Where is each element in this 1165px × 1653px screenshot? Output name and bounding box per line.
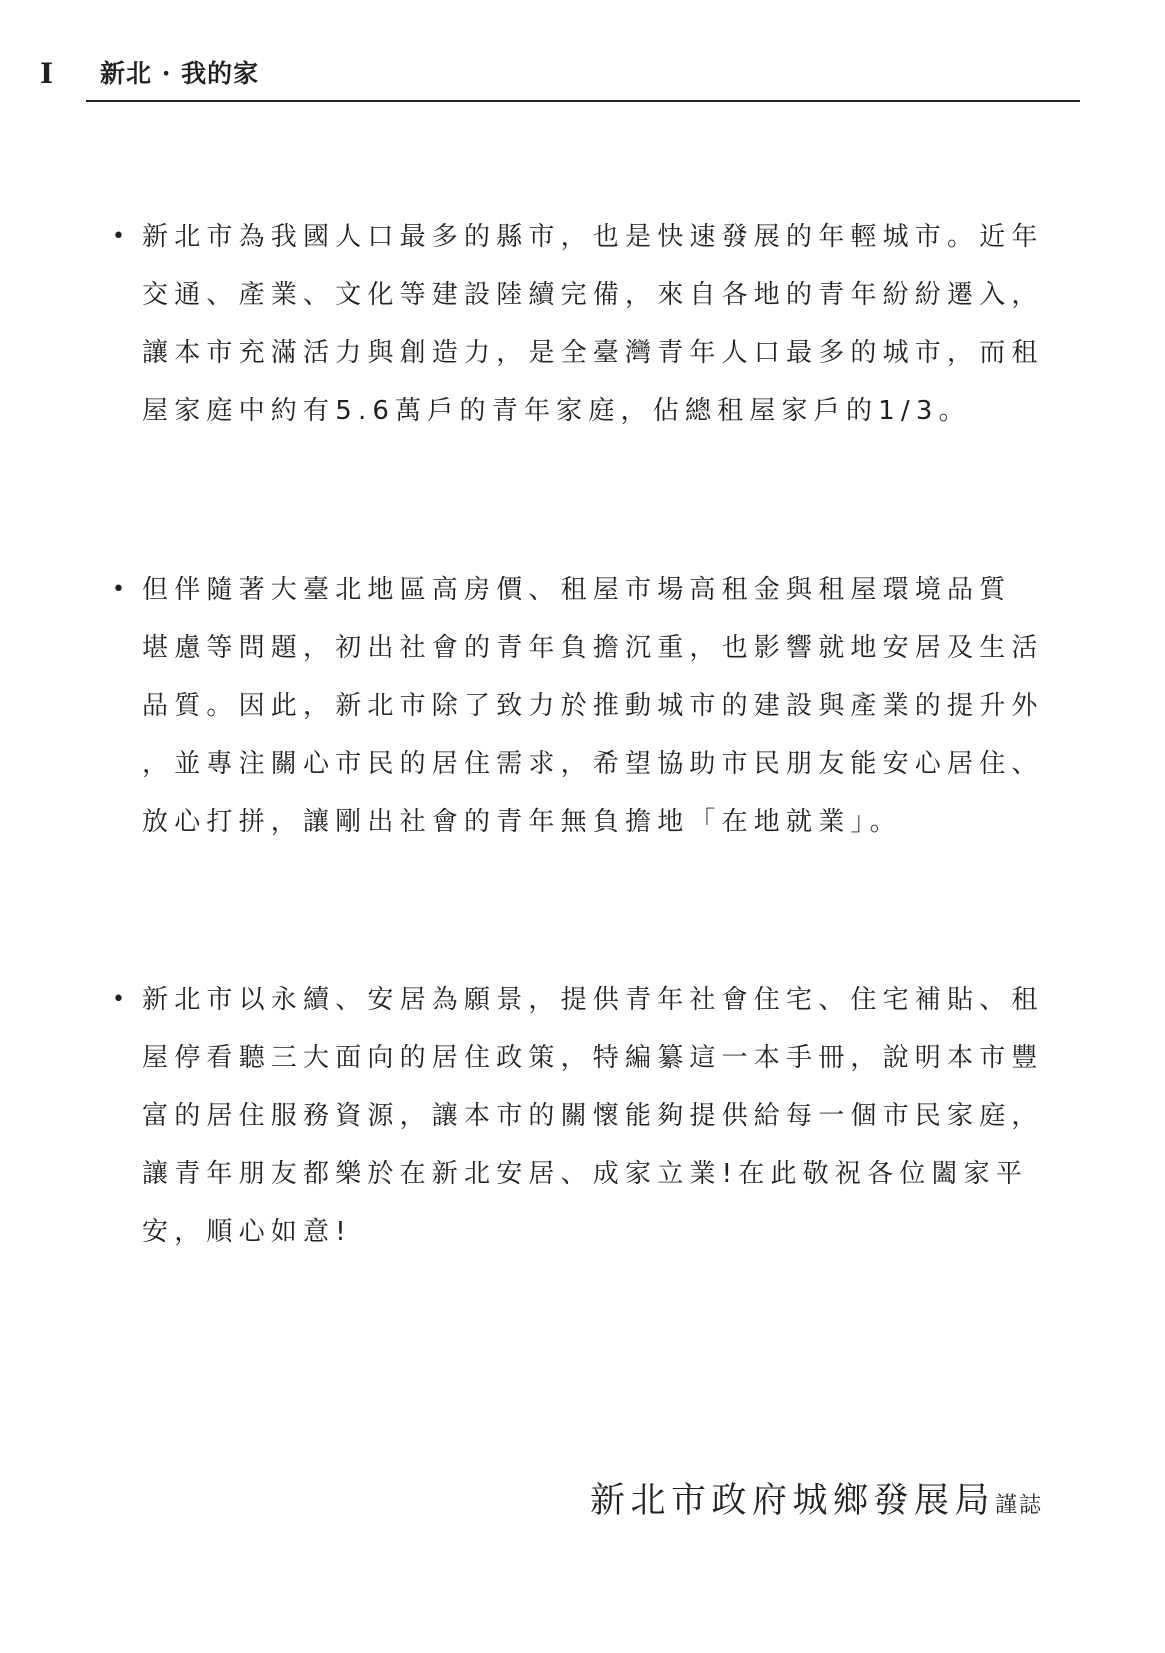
- paragraph-line: 但伴隨著大臺北地區高房價、租屋市場高租金與租屋環境品質: [142, 575, 1012, 605]
- section-numeral: I: [40, 57, 54, 90]
- paragraph-line: 交通、產業、文化等建設陸續完備，來自各地的青年紛紛遷入，: [142, 280, 1044, 310]
- signature: [590, 1476, 1043, 1531]
- bullet-point: •: [112, 577, 125, 602]
- page-header: [0, 0, 1165, 104]
- paragraph-line: 讓青年朋友都樂於在新北安居、成家立業!在此敬祝各位闔家平: [142, 1159, 1029, 1189]
- paragraph-line: ，並專注關心市民的居住需求，希望協助市民朋友能安心居住、: [142, 749, 1044, 779]
- bullet-point: •: [112, 987, 125, 1012]
- paragraph-line: 新北市以永續、安居為願景，提供青年社會住宅、住宅補貼、租: [142, 985, 1044, 1015]
- paragraph-line: 屋停看聽三大面向的居住政策，特編纂這一本手冊，說明本市豐: [142, 1043, 1044, 1073]
- paragraph-line: 堪慮等問題，初出社會的青年負擔沉重，也影響就地安居及生活: [142, 633, 1044, 663]
- header-divider: [86, 100, 1080, 102]
- bullet-point: •: [112, 224, 125, 249]
- paragraph-line: 品質。因此，新北市除了致力於推動城市的建設與產業的提升外: [142, 691, 1044, 721]
- paragraph-line: 屋家庭中約有5.6萬戶的青年家庭，佔總租屋家戶的1/3。: [142, 396, 971, 426]
- signature-suffix: 謹誌: [994, 1493, 1043, 1518]
- paragraph-line: 新北市為我國人口最多的縣市，也是快速發展的年輕城市。近年: [142, 222, 1044, 252]
- paragraph-line: 富的居住服務資源，讓本市的關懷能夠提供給每一個市民家庭，: [142, 1101, 1044, 1131]
- signature-organization: 新北市政府城鄉發展局: [589, 1481, 995, 1521]
- page-title: 新北 · 我的家: [100, 59, 260, 88]
- paragraph-line: 讓本市充滿活力與創造力，是全臺灣青年人口最多的城市，而租: [142, 338, 1044, 368]
- paragraph-line: 放心打拼，讓剛出社會的青年無負擔地「在地就業」。: [142, 807, 902, 837]
- paragraph-line: 安，順心如意!: [142, 1217, 352, 1247]
